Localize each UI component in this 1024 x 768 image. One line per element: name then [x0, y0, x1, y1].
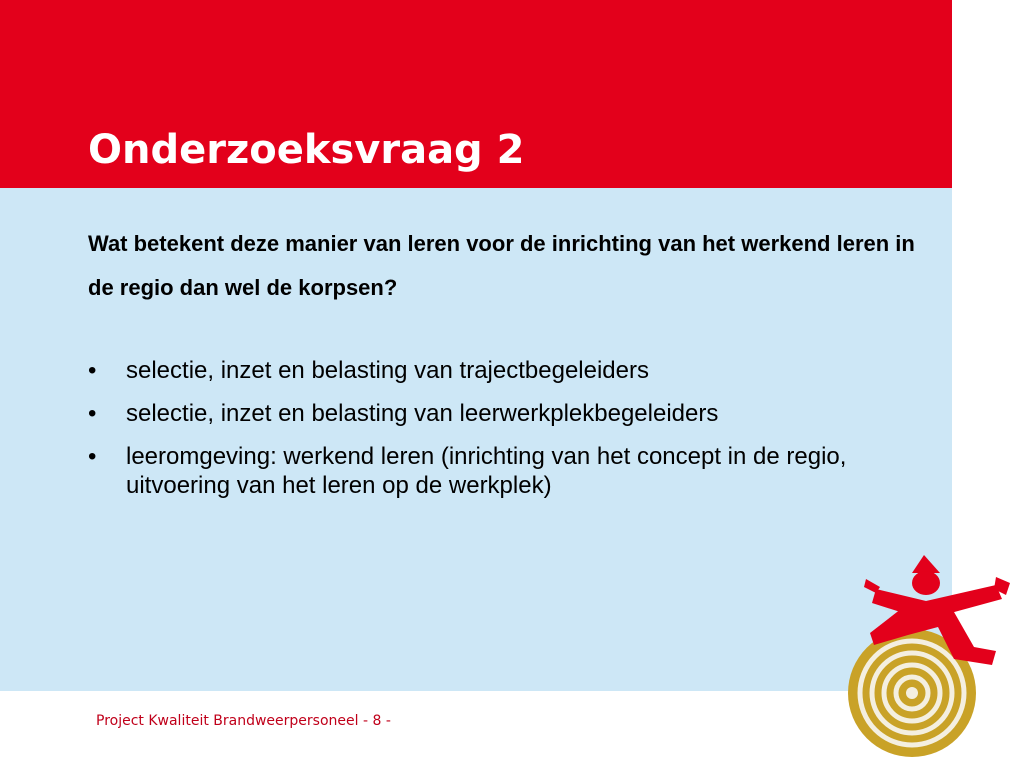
bullet-text: leeromgeving: werkend leren (inrichting van het concept in de regio, uitvoering van het leren op de werkplek) [126, 443, 847, 499]
bullet-item [88, 399, 918, 428]
bullet-mark: • [88, 400, 97, 427]
bullet-item [88, 356, 918, 385]
bullet-item [88, 442, 918, 500]
bullet-mark: • [88, 443, 97, 470]
research-question: Wat betekent deze manier van leren voor de inrichting van het werkend leren in de regio dan wel de korpsen? [88, 231, 915, 300]
slide-title: Onderzoeksvraag 2 [88, 127, 525, 173]
bullet-list [88, 356, 918, 514]
bullet-text: selectie, inzet en belasting van leerwerkplekbegeleiders [126, 400, 719, 427]
footer-text: Project Kwaliteit Brandweerpersoneel - 8 - [96, 713, 391, 729]
bullet-text: selectie, inzet en belasting van trajectbegeleiders [126, 357, 649, 384]
bullet-mark: • [88, 357, 97, 384]
figure-with-spiral-logo-icon [846, 555, 1024, 760]
